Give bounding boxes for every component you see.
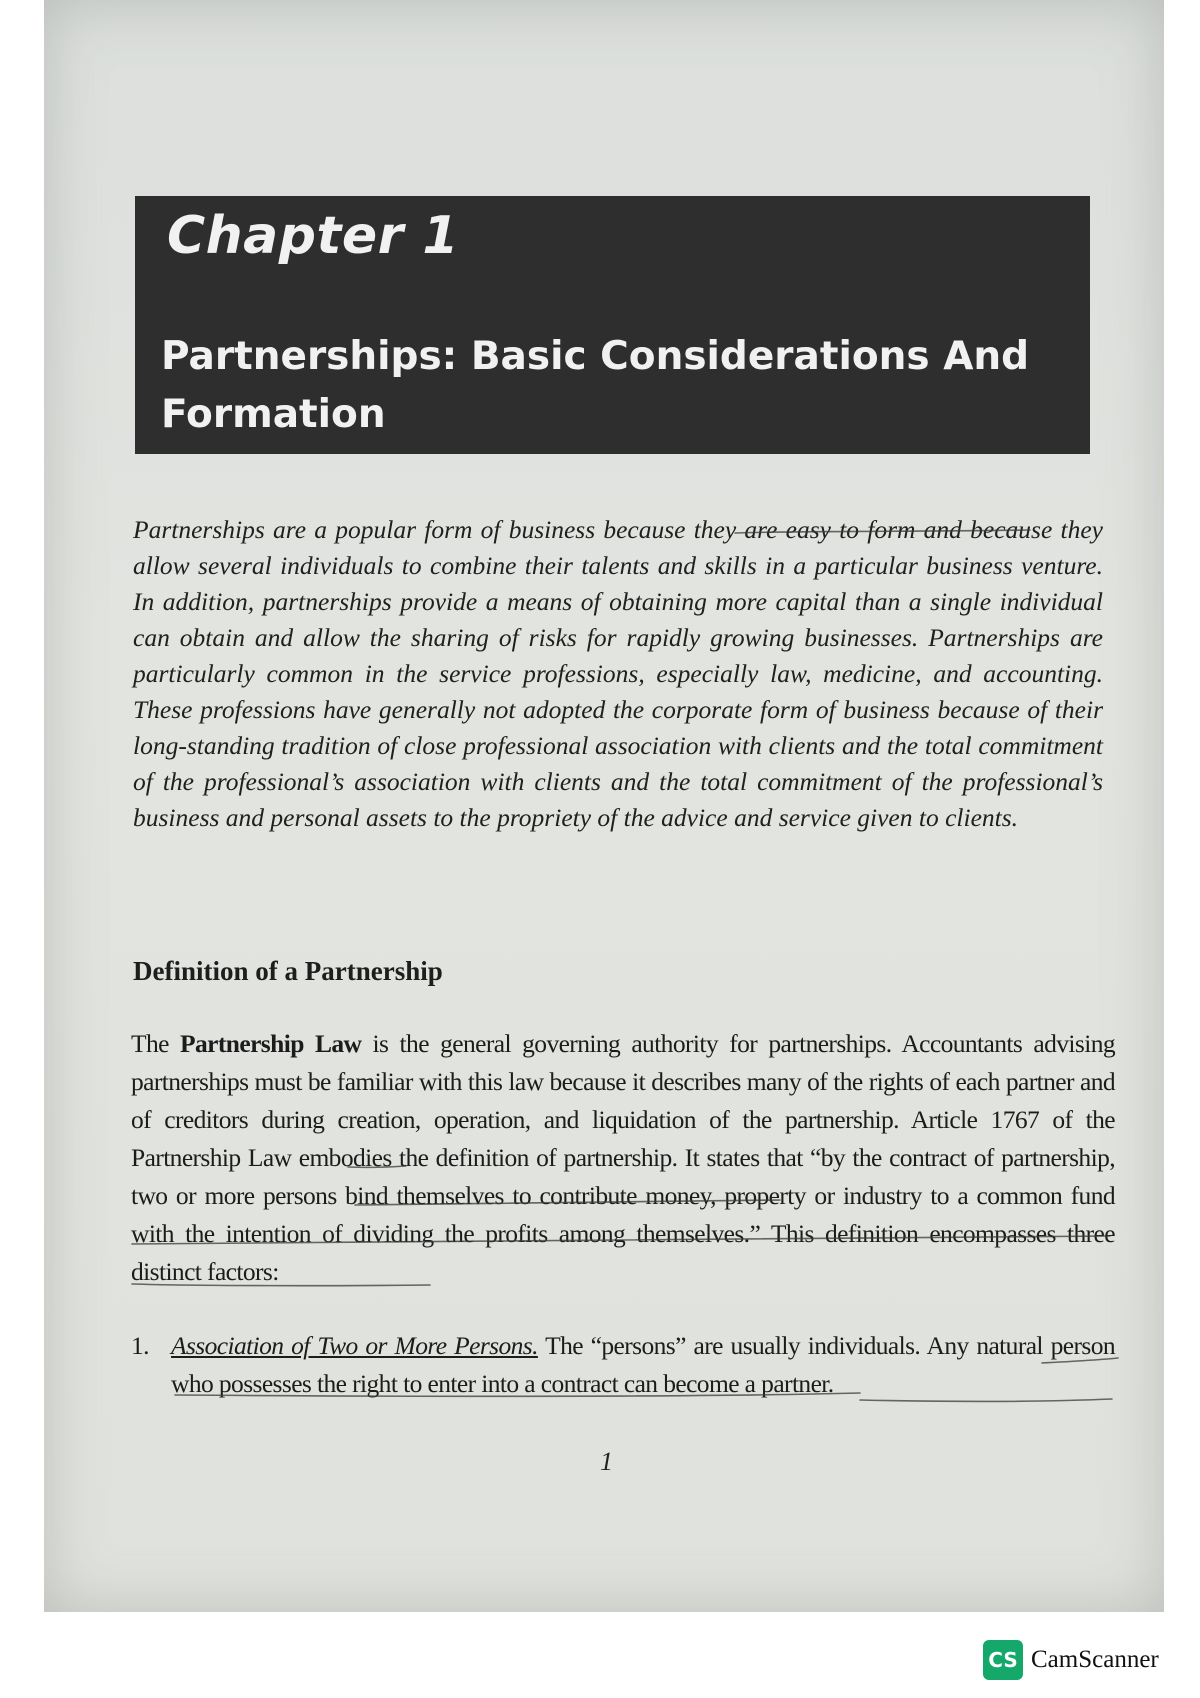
factor-list-item: [131, 1327, 1115, 1403]
camscanner-watermark: [983, 1640, 1159, 1680]
factor-number: 1.: [131, 1331, 149, 1360]
chapter-banner: [135, 196, 1090, 454]
factor-body: The “persons” are usually individuals. Any natural person who possesses the right to enter into a contract can become a partner.: [171, 1331, 1115, 1398]
chapter-label: Chapter 1: [167, 206, 460, 266]
definition-paragraph: [131, 1025, 1115, 1291]
bold-term: Partnership Law: [180, 1029, 362, 1058]
factor-text: [171, 1327, 1115, 1403]
brand-name: CamScanner: [1031, 1646, 1159, 1673]
intro-paragraph: Partnerships are a popular form of business because they are easy to form and because they allow several individuals to combine their talents and skills in a particular business venture. In addition, partnerships provide a means of obtaining more capital than a single individual can obtain and allow the sharing of risks for rapidly growing businesses. Partnerships are particularly common in the service professions, especially law, medicine, and accounting. These professions have generally not adopted the corporate form of business because of their long-standing tradition of close professional association with clients and the total commitment of the professional’s association with clients and the total commitment of the professional’s business and personal assets to the propriety of the advice and service given to clients.: [133, 515, 1103, 832]
page-number: 1: [600, 1447, 613, 1476]
chapter-title: Partnerships: Basic Considerations And Formation: [161, 334, 1030, 437]
camscanner-logo-icon: CS: [983, 1640, 1023, 1680]
factor-title: Association of Two or More Persons.: [171, 1331, 538, 1360]
paragraph-rest: is the general governing authority for partnerships. Accountants advising partnerships must be familiar with this law because it describes many of the rights of each partner and of creditors during creation, operation, and liquidation of the partnership. Article 1767 of the Partnership Law embodies the definition of partnership. It states that “by the contract of partnership, two or more persons bind themselves to contribute money, property or industry to a common fund with the intention of dividing the profits among themselves.” This definition encompasses three distinct factors:: [131, 1029, 1115, 1286]
section-heading: Definition of a Partnership: [133, 956, 443, 986]
paragraph-lead: The: [131, 1029, 181, 1058]
